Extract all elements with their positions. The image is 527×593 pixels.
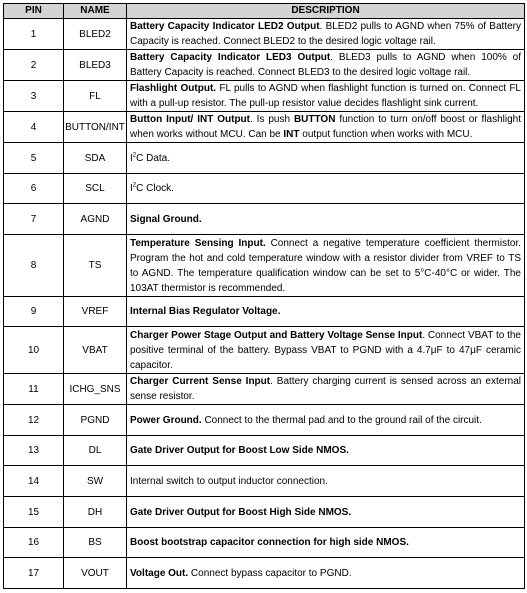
description-text: Connect to the thermal pad and to the ground rail of the circuit. <box>201 414 482 426</box>
pin-number: 2 <box>4 50 64 81</box>
description-text: . BLED3 pulls to AGND when 100% of Battery Capacity is reached. Connect BLED3 to the desired logic voltage rail. <box>130 52 521 78</box>
table-row <box>4 50 525 81</box>
pin-description <box>127 143 525 174</box>
pin-number: 5 <box>4 143 64 174</box>
pin-description <box>127 327 525 374</box>
description-title: Charger Power Stage Output and Battery Voltage Sense Input <box>130 329 423 341</box>
description-text: C Clock. <box>136 183 174 194</box>
pin-number: 7 <box>4 204 64 235</box>
description-text: FL pulls to AGND when flashlight function is turned on. Connect FL with a pull-up resistor. The pull-up resistor value decides flashlight sink current. <box>130 83 521 109</box>
description-text: I <box>130 183 133 194</box>
table-row <box>4 235 525 297</box>
description-text: output function when works with MCU. <box>299 129 473 140</box>
pin-name: AGND <box>64 204 127 235</box>
description-title: Internal Bias Regulator Voltage. <box>130 306 281 317</box>
pin-description <box>127 558 525 589</box>
description-title: Battery Capacity Indicator LED3 Output <box>130 52 331 63</box>
header-row <box>4 4 525 19</box>
pin-description <box>127 174 525 204</box>
pin-number: 10 <box>4 327 64 374</box>
table-row <box>4 297 525 327</box>
pin-description <box>127 81 525 112</box>
description-title: Gate Driver Output for Boost Low Side NMOS. <box>130 445 349 456</box>
pin-description <box>127 204 525 235</box>
description-title: Flashlight Output. <box>130 83 217 94</box>
pin-description <box>127 297 525 327</box>
pin-name: DL <box>64 436 127 466</box>
superscript: 2 <box>132 182 137 189</box>
pin-description <box>127 50 525 81</box>
pin-name: BLED3 <box>64 50 127 81</box>
pin-number: 1 <box>4 19 64 50</box>
pin-number: 3 <box>4 81 64 112</box>
table-row <box>4 558 525 589</box>
description-title: Boost bootstrap capacitor connection for high side NMOS. <box>130 537 409 548</box>
pin-description <box>127 497 525 528</box>
table-row <box>4 528 525 558</box>
description-keyword: BUTTON <box>293 114 336 125</box>
pin-description <box>127 528 525 558</box>
description-text: C Data. <box>136 152 171 164</box>
header-pin: PIN <box>4 4 64 19</box>
pin-number: 4 <box>4 112 64 143</box>
pin-name: SW <box>64 466 127 497</box>
description-text: Connect bypass capacitor to PGND. <box>188 567 352 579</box>
description-title: Battery Capacity Indicator LED2 Output <box>130 21 320 32</box>
pin-name: FL <box>64 81 127 112</box>
pin-number: 16 <box>4 528 64 558</box>
description-title: Temperature Sensing Input. <box>130 237 266 249</box>
pin-name: BUTTON/INT <box>64 112 127 143</box>
description-title: Voltage Out. <box>130 567 189 579</box>
pin-description <box>127 374 525 405</box>
description-title: Power Ground. <box>130 414 202 426</box>
description-text: function to turn on/off boost or flashlight when works without MCU. Can be <box>130 114 521 140</box>
description-text: . BLED2 pulls to AGND when 75% of Battery Capacity is reached. Connect BLED2 to the desired logic voltage rail. <box>130 21 521 47</box>
pin-number: 12 <box>4 405 64 436</box>
pin-name: TS <box>64 235 127 297</box>
description-text: I <box>130 152 133 164</box>
table-row <box>4 204 525 235</box>
table-row <box>4 174 525 204</box>
description-keyword: INT <box>283 129 300 140</box>
pin-name: PGND <box>64 405 127 436</box>
pin-number: 9 <box>4 297 64 327</box>
pin-description-table <box>3 3 525 589</box>
pin-description <box>127 405 525 436</box>
header-name: NAME <box>64 4 127 19</box>
pin-description <box>127 112 525 143</box>
pin-name: SDA <box>64 143 127 174</box>
pin-name: BLED2 <box>64 19 127 50</box>
table-row <box>4 327 525 374</box>
pin-number: 14 <box>4 466 64 497</box>
pin-number: 8 <box>4 235 64 297</box>
table-row <box>4 436 525 466</box>
pin-number: 6 <box>4 174 64 204</box>
description-text: Connect a negative temperature coefficient thermistor. Program the hot and cold temperature window with a resistor divider from VREF to TS to AGND. The temperature qualification window can be set to 5°C-40°C or wider. The 103AT thermistor is recommended. <box>130 237 522 294</box>
description-title: Gate Driver Output for Boost High Side NMOS. <box>130 506 352 518</box>
pin-name: VREF <box>64 297 127 327</box>
pin-name: SCL <box>64 174 127 204</box>
table-row <box>4 81 525 112</box>
description-title: Signal Ground. <box>130 213 202 225</box>
pin-name: VBAT <box>64 327 127 374</box>
pin-name: DH <box>64 497 127 528</box>
pin-name: BS <box>64 528 127 558</box>
pin-number: 15 <box>4 497 64 528</box>
table-row <box>4 143 525 174</box>
pin-description <box>127 235 525 297</box>
table-row <box>4 497 525 528</box>
pin-description <box>127 19 525 50</box>
description-text: . Is push <box>250 114 294 125</box>
table-row <box>4 405 525 436</box>
description-text: . Connect VBAT to the positive terminal of the battery. Bypass VBAT to PGND with a 4.7μF to 47μF ceramic capacitor. <box>130 329 521 371</box>
table-row <box>4 466 525 497</box>
description-title: Button Input/ INT Output <box>130 114 250 125</box>
pin-description <box>127 466 525 497</box>
description-title: Charger Current Sense Input <box>130 376 271 387</box>
pin-description <box>127 436 525 466</box>
description-text: . Battery charging current is sensed across an external sense resistor. <box>130 376 521 402</box>
pin-name: ICHG_SNS <box>64 374 127 405</box>
table-row <box>4 112 525 143</box>
pin-number: 17 <box>4 558 64 589</box>
superscript: 2 <box>132 152 137 159</box>
pin-number: 11 <box>4 374 64 405</box>
table-row <box>4 19 525 50</box>
header-description: DESCRIPTION <box>127 4 525 19</box>
table-row <box>4 374 525 405</box>
pin-number: 13 <box>4 436 64 466</box>
description-text: Internal switch to output inductor connection. <box>130 475 328 487</box>
pin-name: VOUT <box>64 558 127 589</box>
